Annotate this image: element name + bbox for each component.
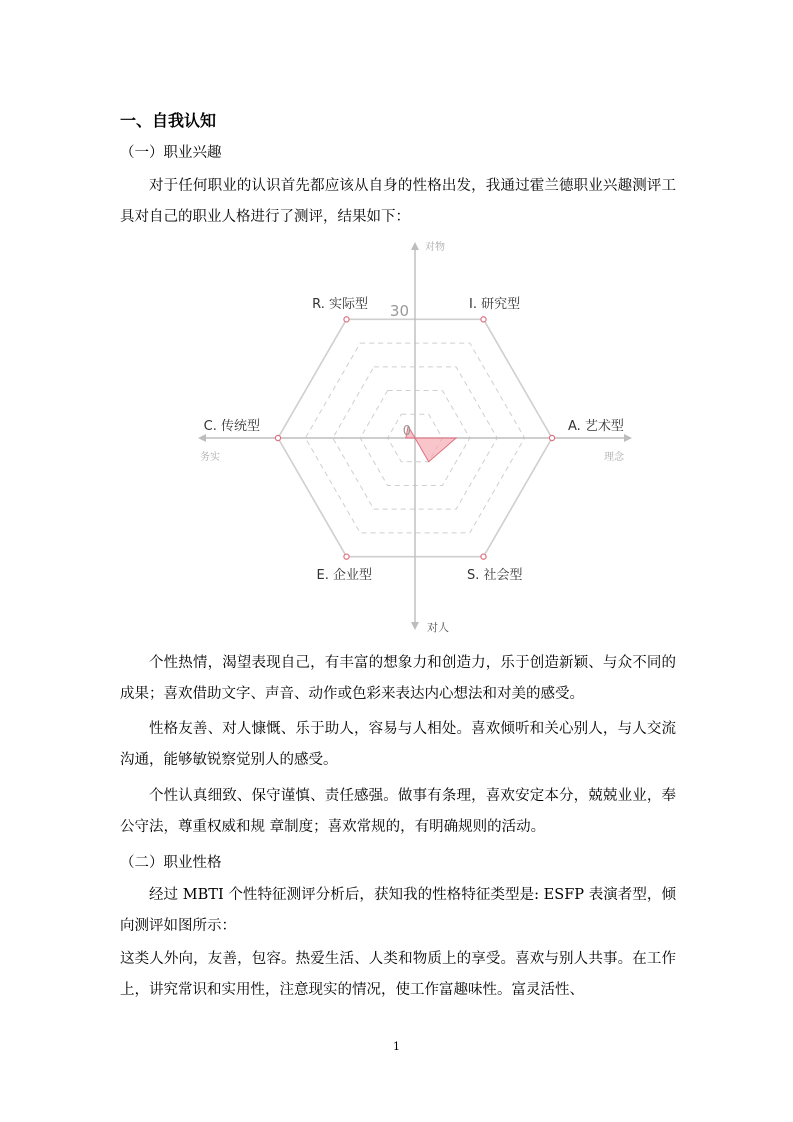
axis-arrow-up xyxy=(411,242,419,250)
axis-label-top: 对物 xyxy=(425,242,445,253)
radar-data-area xyxy=(406,426,456,462)
radar-axes xyxy=(198,242,632,630)
radar-vertex-point xyxy=(275,435,280,440)
dimension-label-conventional: C. 传统型 xyxy=(203,419,260,434)
dimension-label-artistic: A. 艺术型 xyxy=(568,419,624,434)
radar-vertex-point xyxy=(481,554,486,559)
holland-radar-chart xyxy=(180,238,650,638)
dimension-label-investigative: I. 研究型 xyxy=(469,297,521,312)
subsection-interest: （一）职业兴趣 xyxy=(120,145,222,161)
mbti-paragraph: 经过 MBTI 个性特征测评分析后，获知我的性格特征类型是: ESFP 表演者型，倾向测评如图所示： xyxy=(120,887,676,934)
radar-max-label: 30 xyxy=(389,302,409,320)
radar-vertex-point xyxy=(549,435,554,440)
axis-label-right: 理念 xyxy=(604,452,624,463)
desc-paragraph-conventional: 个性认真细致、保守谨慎、责任感强。做事有条理，喜欢安定本分，兢兢业业，奉公守法，尊重权威和规 章制度；喜欢常规的，有明确规则的活动。 xyxy=(120,788,676,835)
axis-label-left: 务实 xyxy=(200,452,220,463)
intro-paragraph: 对于任何职业的认识首先都应该从自身的性格出发，我通过霍兰德职业兴趣测评工具对自己的职业人格进行了测评，结果如下： xyxy=(120,178,676,225)
desc-paragraph-social: 性格友善、对人慷慨、乐于助人，容易与人相处。喜欢倾听和关心别人，与人交流沟通，能够敏锐察觉别人的感受。 xyxy=(120,721,676,768)
dimension-label-social: S. 社会型 xyxy=(467,568,523,583)
axis-arrow-down xyxy=(411,622,419,630)
axis-arrow-right xyxy=(624,434,632,442)
esfp-paragraph: 这类人外向，友善，包容。热爱生活、人类和物质上的享受。喜欢与别人共事。在工作上，讲究常识和实用性，注意现实的情况，使工作富趣味性。富灵活性、 xyxy=(120,951,676,998)
page-number: 1 xyxy=(393,1040,400,1053)
dimension-label-enterprising: E. 企业型 xyxy=(316,568,372,583)
axis-label-bottom: 对人 xyxy=(427,621,449,634)
section-title: 一、自我认知 xyxy=(120,111,217,130)
subsection-personality: （二）职业性格 xyxy=(120,855,222,871)
radar-vertex-point xyxy=(344,554,349,559)
radar-vertex-point xyxy=(481,317,486,322)
axis-arrow-left xyxy=(198,434,206,442)
desc-paragraph-artistic: 个性热情，渴望表现自己，有丰富的想象力和创造力，乐于创造新颖、与众不同的成果；喜欢借助文字、声音、动作或色彩来表达内心想法和对美的感受。 xyxy=(120,655,676,702)
dimension-label-realistic: R. 实际型 xyxy=(312,297,368,312)
radar-center-label: 0 xyxy=(402,424,411,439)
radar-vertex-point xyxy=(344,317,349,322)
